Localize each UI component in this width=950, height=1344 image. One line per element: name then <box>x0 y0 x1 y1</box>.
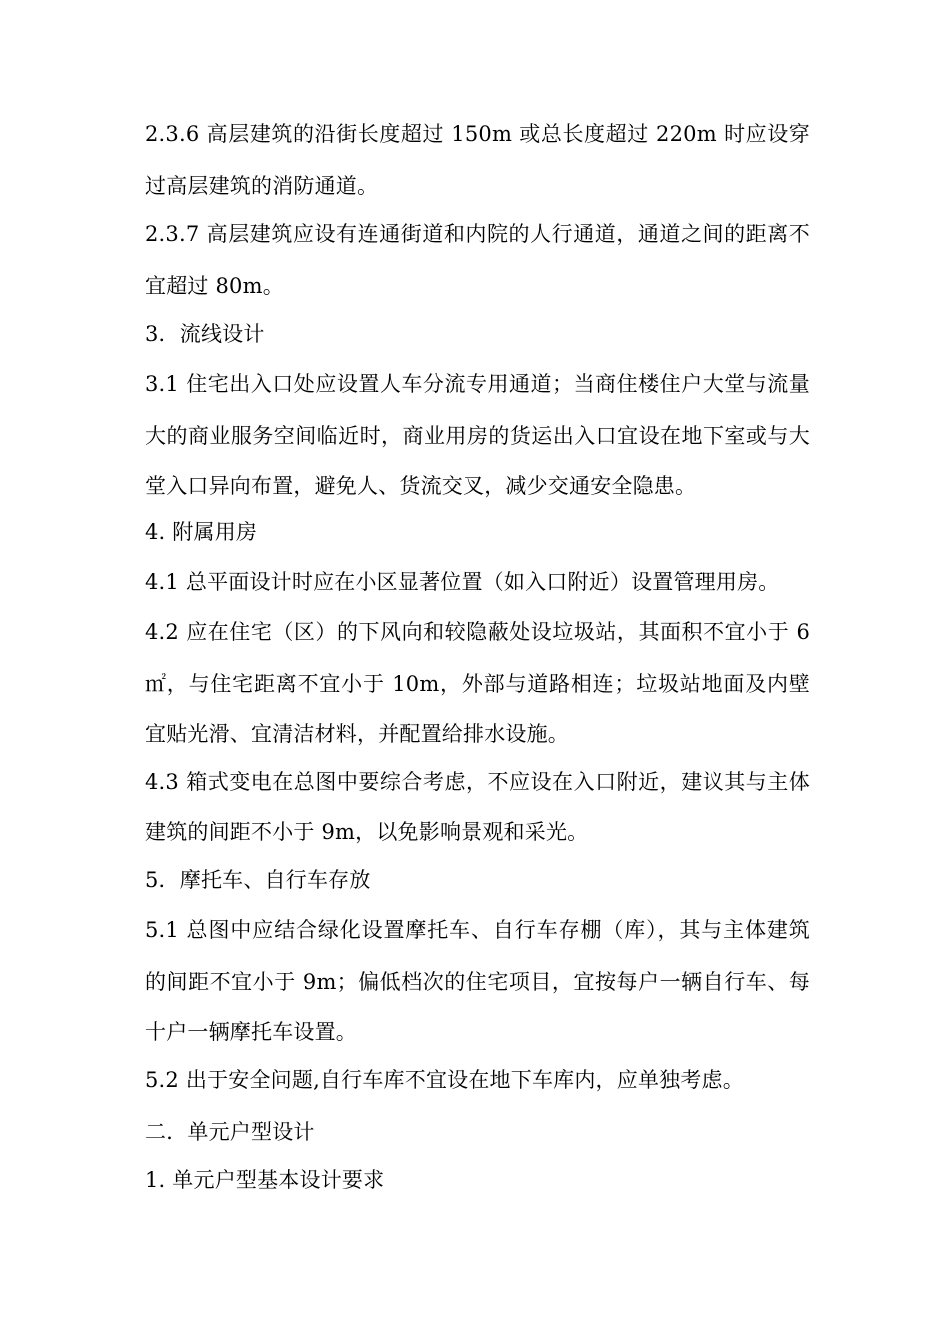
text-line-5-2: 5.2 出于安全问题,自行车库不宜设在地下车库内，应单独考虑。 <box>145 1068 744 1092</box>
text-line-4-2-cont-1: ㎡，与住宅距离不宜小于 10m，外部与道路相连；垃圾站地面及内壁 <box>145 672 810 696</box>
section-heading-ancillary: 4. 附属用房 <box>145 520 258 544</box>
text-line-5-1-cont-1: 的间距不宜小于 9m；偏低档次的住宅项目，宜按每户一辆自行车、每 <box>145 970 810 994</box>
text-line-4-2: 4.2 应在住宅（区）的下风向和较隐蔽处设垃圾站，其面积不宜小于 6 <box>145 620 810 644</box>
text-line-5-1: 5.1 总图中应结合绿化设置摩托车、自行车存棚（库），其与主体建筑 <box>145 918 810 942</box>
text-line-2-3-6: 2.3.6 高层建筑的沿街长度超过 150m 或总长度超过 220m 时应设穿 <box>145 122 810 146</box>
section-heading-flow-design: 3．流线设计 <box>145 322 265 346</box>
text-line-3-1: 3.1 住宅出入口处应设置人车分流专用通道；当商住楼住户大堂与流量 <box>145 372 810 396</box>
section-heading-unit-requirements: 1. 单元户型基本设计要求 <box>145 1168 385 1192</box>
text-line-3-1-cont-1: 大的商业服务空间临近时，商业用房的货运出入口宜设在地下室或与大 <box>145 424 810 448</box>
text-line-4-2-cont-2: 宜贴光滑、宜清洁材料，并配置给排水设施。 <box>145 722 569 746</box>
chapter-heading-unit-design: 二．单元户型设计 <box>145 1120 315 1144</box>
text-line-2-3-7-cont: 宜超过 80m。 <box>145 274 284 298</box>
text-line-4-1: 4.1 总平面设计时应在小区显著位置（如入口附近）设置管理用房。 <box>145 570 780 594</box>
section-heading-parking: 5．摩托车、自行车存放 <box>145 868 371 892</box>
text-line-5-1-cont-2: 十户一辆摩托车设置。 <box>145 1020 357 1044</box>
text-line-2-3-6-cont: 过高层建筑的消防通道。 <box>145 174 379 198</box>
text-line-2-3-7: 2.3.7 高层建筑应设有连通街道和内院的人行通道，通道之间的距离不 <box>145 222 810 246</box>
text-line-4-3-cont: 建筑的间距不小于 9m，以免影响景观和采光。 <box>145 820 589 844</box>
text-line-4-3: 4.3 箱式变电在总图中要综合考虑，不应设在入口附近，建议其与主体 <box>145 770 810 794</box>
text-line-3-1-cont-2: 堂入口异向布置，避免人、货流交叉，减少交通安全隐患。 <box>145 474 697 498</box>
